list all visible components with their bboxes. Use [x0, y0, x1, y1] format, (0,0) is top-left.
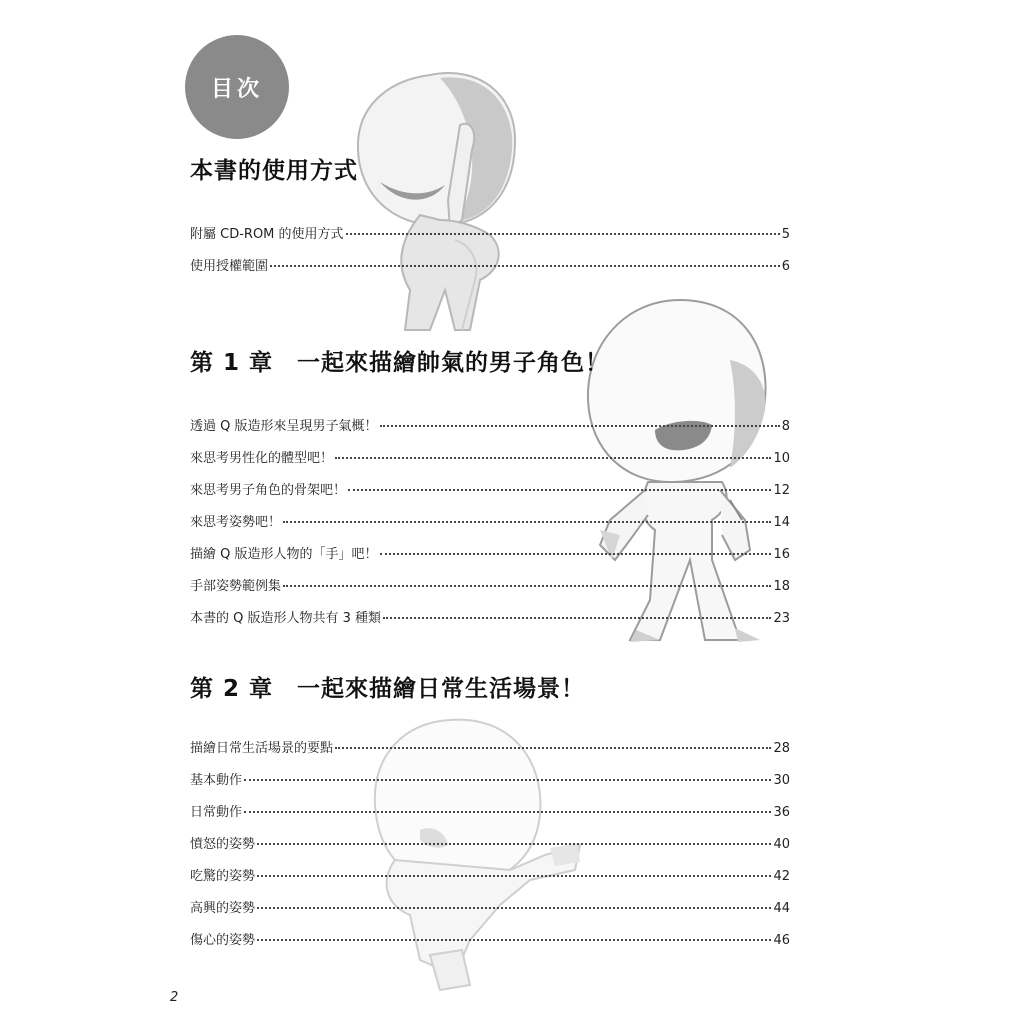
- leader-dots: [244, 811, 771, 813]
- toc-entry-page: 40: [773, 837, 790, 852]
- toc-entry-page: 36: [773, 805, 790, 820]
- toc-entry-label: 附屬 CD-ROM 的使用方式: [190, 227, 344, 242]
- toc-entry[interactable]: [190, 865, 790, 897]
- leader-dots: [283, 585, 771, 587]
- toc-entry[interactable]: [190, 575, 790, 607]
- toc-entry-page: 5: [781, 227, 790, 242]
- toc-entry-label: 手部姿勢範例集: [190, 579, 282, 594]
- toc-entry[interactable]: [190, 415, 790, 447]
- page-number: 2: [170, 990, 179, 1005]
- contents-badge-label: 目次: [210, 76, 263, 102]
- leader-dots: [335, 747, 771, 749]
- toc-entry-label: 憤怒的姿勢: [190, 837, 256, 852]
- toc-entry[interactable]: [190, 511, 790, 543]
- toc-entry-label: 描繪 Q 版造形人物的「手」吧！: [190, 547, 378, 562]
- toc-entry-label: 描繪日常生活場景的要點: [190, 741, 334, 756]
- toc-entry-page: 46: [773, 933, 790, 948]
- toc-entry-page: 30: [773, 773, 790, 788]
- leader-dots: [283, 521, 771, 523]
- toc-entry-label: 來思考男子角色的骨架吧！: [190, 483, 347, 498]
- leader-dots: [380, 553, 772, 555]
- toc-entry[interactable]: [190, 897, 790, 929]
- toc-entry-page: 28: [773, 741, 790, 756]
- toc-entry[interactable]: [190, 479, 790, 511]
- toc-entry-page: 44: [773, 901, 790, 916]
- toc-entry-page: 42: [773, 869, 790, 884]
- leader-dots: [335, 457, 771, 459]
- toc-list-chapter-2: [190, 737, 790, 961]
- toc-entry[interactable]: [190, 769, 790, 801]
- leader-dots: [257, 843, 771, 845]
- leader-dots: [257, 939, 771, 941]
- leader-dots: [383, 617, 771, 619]
- toc-entry-label: 高興的姿勢: [190, 901, 256, 916]
- toc-entry[interactable]: [190, 833, 790, 865]
- toc-entry[interactable]: [190, 447, 790, 479]
- toc-entry-label: 傷心的姿勢: [190, 933, 256, 948]
- toc-entry-label: 透過 Q 版造形來呈現男子氣概！: [190, 419, 378, 434]
- toc-list-chapter-1: [190, 415, 790, 639]
- toc-entry-page: 12: [773, 483, 790, 498]
- section-title-usage: 本書的使用方式: [190, 158, 358, 184]
- toc-entry-page: 8: [781, 419, 790, 434]
- section-title-chapter-2: 第 2 章 一起來描繪日常生活場景！: [190, 676, 586, 702]
- leader-dots: [257, 875, 771, 877]
- toc-entry-label: 日常動作: [190, 805, 243, 820]
- toc-entry-label: 來思考男性化的體型吧！: [190, 451, 334, 466]
- toc-entry-page: 16: [773, 547, 790, 562]
- toc-entry-label: 使用授權範圍: [190, 259, 269, 274]
- toc-entry[interactable]: [190, 607, 790, 639]
- toc-entry-label: 來思考姿勢吧！: [190, 515, 282, 530]
- leader-dots: [348, 489, 771, 491]
- toc-list-usage: [190, 223, 790, 287]
- toc-entry-page: 10: [773, 451, 790, 466]
- toc-entry-page: 14: [773, 515, 790, 530]
- leader-dots: [346, 233, 780, 235]
- toc-entry[interactable]: [190, 255, 790, 287]
- leader-dots: [244, 779, 771, 781]
- toc-entry-page: 23: [773, 611, 790, 626]
- contents-badge: [185, 35, 289, 139]
- leader-dots: [270, 265, 780, 267]
- section-title-chapter-1: 第 1 章 一起來描繪帥氣的男子角色！: [190, 350, 610, 376]
- toc-entry-page: 18: [773, 579, 790, 594]
- toc-entry-label: 本書的 Q 版造形人物共有 3 種類: [190, 611, 382, 626]
- toc-entry[interactable]: [190, 223, 790, 255]
- toc-entry[interactable]: [190, 929, 790, 961]
- toc-entry-label: 基本動作: [190, 773, 243, 788]
- toc-entry-page: 6: [781, 259, 790, 274]
- toc-entry[interactable]: [190, 543, 790, 575]
- leader-dots: [380, 425, 780, 427]
- toc-entry[interactable]: [190, 737, 790, 769]
- toc-entry[interactable]: [190, 801, 790, 833]
- toc-entry-label: 吃驚的姿勢: [190, 869, 256, 884]
- chibi-thinking-figure: [358, 73, 515, 330]
- leader-dots: [257, 907, 771, 909]
